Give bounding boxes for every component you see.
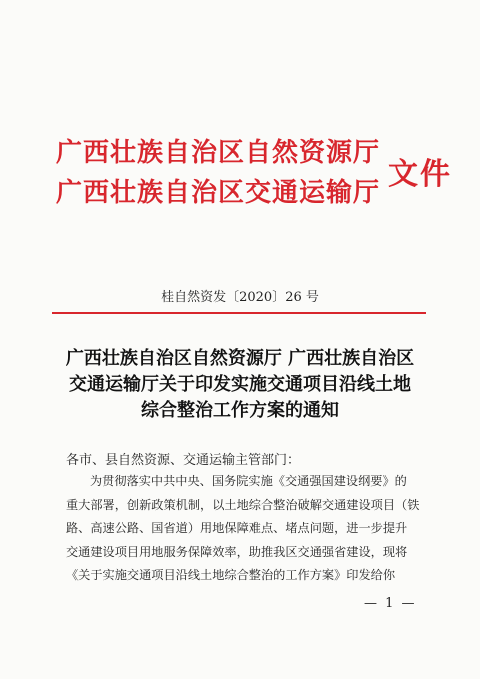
body-paragraph [66,470,426,588]
page-number: — 1 — [364,596,417,611]
title-line-3: 综合整治工作方案的通知 [141,400,339,421]
title-line-2: 交通运输厅关于印发实施交通项目沿线土地 [69,374,411,395]
body-line: 为贯彻落实中共中央、国务院实施《交通强国建设纲要》的 [90,474,407,488]
salutation: 各市、县自然资源、交通运输主管部门： [66,453,301,468]
red-header [56,138,456,218]
document-number: 桂自然资发〔2020〕26 号 [161,290,319,305]
body-line: 路、高速公路、国省道）用地保障难点、堵点问题，进一步提升 [66,521,408,535]
title-line-1: 广西壮族自治区自然资源厅 广西壮族自治区 [65,348,415,369]
document-type-label: 文件 [388,157,452,192]
body-line: 交通建设项目用地服务保障效率，助推我区交通强省建设，现将 [66,544,408,559]
document-title [50,346,430,424]
body-line: 《关于实施交通项目沿线土地综合整治的工作方案》印发给你 [66,568,396,582]
issuer-name-natural-resources: 广西壮族自治区自然资源厅 [56,138,381,168]
body-line: 重大部署，创新政策机制，以土地综合整治破解交通建设项目（铁 [66,497,420,512]
issuer-name-transportation: 广西壮族自治区交通运输厅 [56,178,381,208]
red-divider-line [52,312,426,314]
